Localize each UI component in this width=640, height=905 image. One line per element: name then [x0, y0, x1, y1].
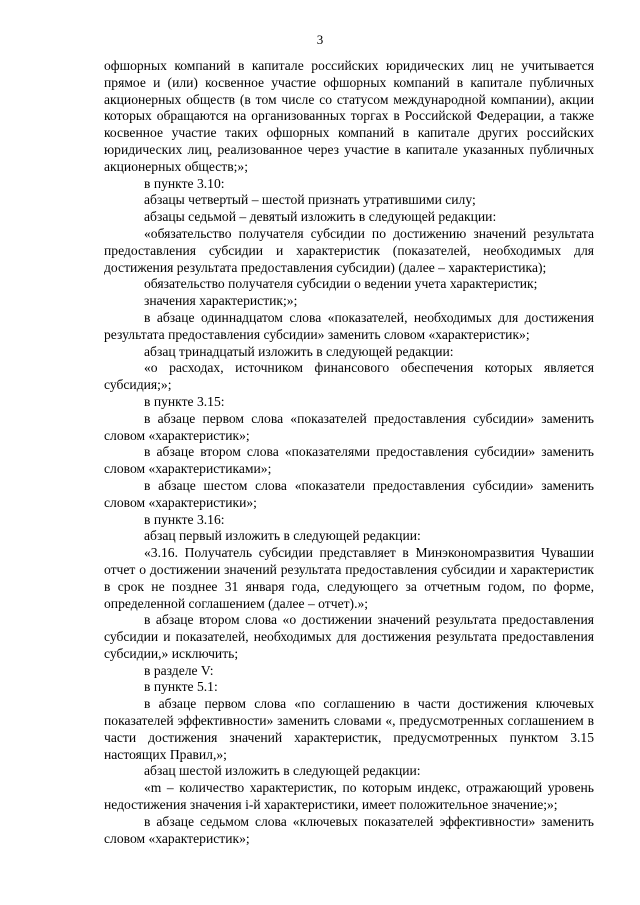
document-body [104, 58, 594, 847]
paragraph: в абзаце одиннадцатом слова «показателей, необходимых для достижения результата предоставления субсидии» заменить словом «характеристик»; [104, 309, 594, 342]
paragraph: «m – количество характеристик, по которым индекс, отражающий уровень недостижения значения i-й характеристики, имеет положительное значение;»; [104, 780, 594, 813]
paragraph: обязательство получателя субсидии о ведении учета характеристик; [144, 276, 538, 292]
paragraph: в абзаце первом слова «показателей предоставления субсидии» заменить словом «характеристик»; [104, 410, 594, 443]
paragraph: в абзаце втором слова «показателями предоставления субсидии» заменить словом «характеристиками»; [104, 444, 594, 477]
paragraph: в пункте 3.15: [144, 393, 225, 409]
paragraph: в абзаце втором слова «о достижении значений результата предоставления субсидии и показателей, необходимых для достижения результата предоставления субсидии,» исключить; [104, 612, 594, 661]
paragraph: в пункте 3.10: [144, 175, 225, 191]
paragraph: абзацы четвертый – шестой признать утратившими силу; [144, 192, 476, 208]
paragraph: офшорных компаний в капитале российских юридических лиц не учитывается прямое и (или) косвенное участие офшорных компаний в капитале публичных акционерных обществ (в том числе со статусом международной компании), акции которых обращаются на организованных торгах в Российской Федерации, а также косвенное участие таких офшорных компаний в капитале других российских юридических лиц, реализованное через участие в капитале указанных публичных акционерных обществ;»; [104, 58, 594, 174]
paragraph: в абзаце шестом слова «показатели предоставления субсидии» заменить словом «характеристики»; [104, 477, 594, 510]
paragraph: «обязательство получателя субсидии по достижению значений результата предоставления субсидии и характеристик (показателей, необходимых для достижения результата предоставления субсидии) (далее – характеристика); [104, 225, 594, 275]
page-number: 3 [316, 32, 324, 47]
paragraph: абзац тринадцатый изложить в следующей редакции: [144, 343, 454, 359]
paragraph: в абзаце первом слова «по соглашению в части достижения ключевых показателей эффективности» заменить словами «, предусмотренных соглашением в части достижения значений характеристик, предусмотренных пунктом 3.15 настоящих Правил,»; [104, 696, 594, 762]
paragraph: абзац первый изложить в следующей редакции: [144, 528, 421, 544]
paragraph: в пункте 3.16: [144, 511, 225, 527]
paragraph: в пункте 5.1: [144, 679, 218, 695]
paragraph: «3.16. Получатель субсидии представляет в Минэкономразвития Чувашии отчет о достижении значений результата предоставления субсидии и характеристик в срок не позднее 31 января года, следующего за отчетным годом, по форме, определенной соглашением (далее – отчет).»; [104, 545, 594, 611]
paragraph: в абзаце седьмом слова «ключевых показателей эффективности» заменить словом «характеристик»; [104, 813, 594, 846]
paragraph: в разделе V: [144, 662, 214, 678]
paragraph: «о расходах, источником финансового обеспечения которых является субсидия;»; [104, 360, 594, 393]
paragraph: абзацы седьмой – девятый изложить в следующей редакции: [144, 209, 497, 225]
paragraph: значения характеристик;»; [144, 293, 298, 309]
paragraph: абзац шестой изложить в следующей редакции: [144, 763, 421, 779]
